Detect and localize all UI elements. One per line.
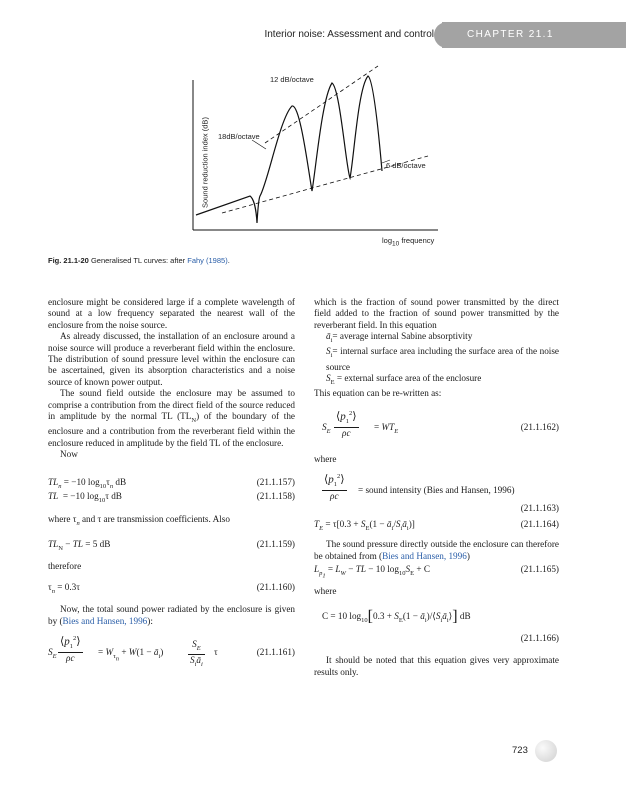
paragraph: Now, the total sound power radiated by the enclosure is given by (Bies and Hansen, 1996): — [48, 604, 295, 626]
paragraph: Now — [60, 449, 78, 460]
definition-absorptivity: $ā_i=$ average internal Sabine absorptivity — [326, 331, 473, 345]
paragraph: enclosure might be considered large if a complete wavelength of sound at a low frequency separated the nearest wall of the enclosure from the noise source. — [48, 297, 295, 330]
equation-21-1-163: $⟨p_1^2⟩$ ρc = sound intensity (Bies and Hansen, 1996) (21.1.163) — [324, 473, 559, 514]
tl-curves-figure — [160, 58, 450, 253]
equation-21-1-161: $S_E$ $⟨p_1^2⟩$ ρc = $W_{\tau_n} + W(1$ − $ā_i$) $S_E$ $S_iā_i$ τ (21.1.161) — [48, 634, 295, 669]
reference-link[interactable]: Bies and Hansen, 1996 — [62, 615, 148, 626]
page-number: 723 — [512, 745, 528, 756]
chapter-tab: CHAPTER 21.1 — [442, 22, 626, 48]
paragraph: where — [314, 453, 337, 464]
caption-reference-link[interactable]: Fahy (1985) — [187, 256, 228, 265]
definition-internal-area: $S_i=$ internal surface area including the surface area of the noise source — [326, 346, 559, 372]
label-12db-octave: 12 dB/octave — [270, 75, 314, 84]
paragraph: which is the fraction of sound power transmitted by the direct field added to the fraction of sound power transmitted by the reverberant field. In this equation — [314, 297, 559, 330]
equation-21-1-165: $L_{p_1} = L_W$ − TL − 10 $\log_{10}S_E + C$ (21.1.165) — [314, 563, 559, 580]
label-18db-octave: 18dB/octave — [218, 132, 260, 141]
equation-21-1-164: $T_E = \tau[0.3 + S_E(1$ − $ā_i/S_iā_i$)] (21.1.164) — [314, 519, 559, 532]
equation-21-1-162: $S_E$ $⟨p_1^2⟩$ ρc = $WT_E$ (21.1.162) — [322, 409, 559, 438]
paragraph: therefore — [48, 560, 82, 571]
paragraph: This equation can be re-written as: — [314, 388, 442, 399]
y-axis-label: Sound reduction index (dB) — [200, 117, 210, 208]
paragraph: where $\tau_n$ and τ are transmission coefficients. Also — [48, 513, 230, 527]
x-axis-label: $\log_{10}$ frequency — [382, 236, 435, 248]
paragraph: where — [314, 585, 337, 596]
tl-curve — [196, 76, 382, 223]
equation-21-1-158: TL = −10 $\log_{10}\tau$ dB (21.1.158) — [48, 490, 295, 504]
equation-21-1-166: C = 10 $\log_{10}[0.3 + S_E(1$ − $ā_i)/⟨S_iā_i⟩$] dB (21.1.166) — [322, 608, 559, 644]
equation-21-1-157: $TL_n = -10$ $\log_{10}\tau_n$ dB (21.1.157) — [48, 476, 295, 490]
left-column — [48, 297, 295, 677]
paragraph: As already discussed, the installation of an enclosure around a noise source will produce a reverberant field within the enclosure. The distribution of sound pressure level within the enclosure can be ascertained, given its absorption characteristics and a noise source of known power output. — [48, 331, 295, 387]
paragraph: It should be noted that this equation gives very approximate results only. — [314, 655, 559, 677]
equation-21-1-160: $\tau_n = 0.3\tau$ (21.1.160) — [48, 582, 295, 595]
right-column — [314, 297, 559, 678]
label-6db-octave: 6 dB/octave — [386, 161, 426, 170]
equation-21-1-159: $TL_N$ − TL = 5 dB (21.1.159) — [48, 538, 295, 552]
pointer-18db — [252, 140, 266, 149]
running-header-title: Interior noise: Assessment and control — [264, 29, 434, 40]
page-number-badge — [535, 740, 557, 762]
paragraph: The sound pressure directly outside the enclosure can therefore be obtained from (Bies and Hansen, 1996) — [314, 539, 559, 561]
reference-link[interactable]: Bies and Hansen, 1996 — [382, 550, 467, 561]
figure-caption: Fig. 21.1-20 Generalised TL curves: after Fahy (1985). — [48, 256, 230, 265]
paragraph: The sound field outside the enclosure may be assumed to comprise a contribution from the direct field of the source reduced in amplitude by the normal TL $(TL_N)$ of the boundary of the enclosure and a contribution from the reverberant field within the enclosure reduced in amplitude by the field TL of the enclosure. — [48, 388, 295, 448]
definition-external-area: $S_E$ = external surface area of the enclosure — [326, 373, 482, 386]
